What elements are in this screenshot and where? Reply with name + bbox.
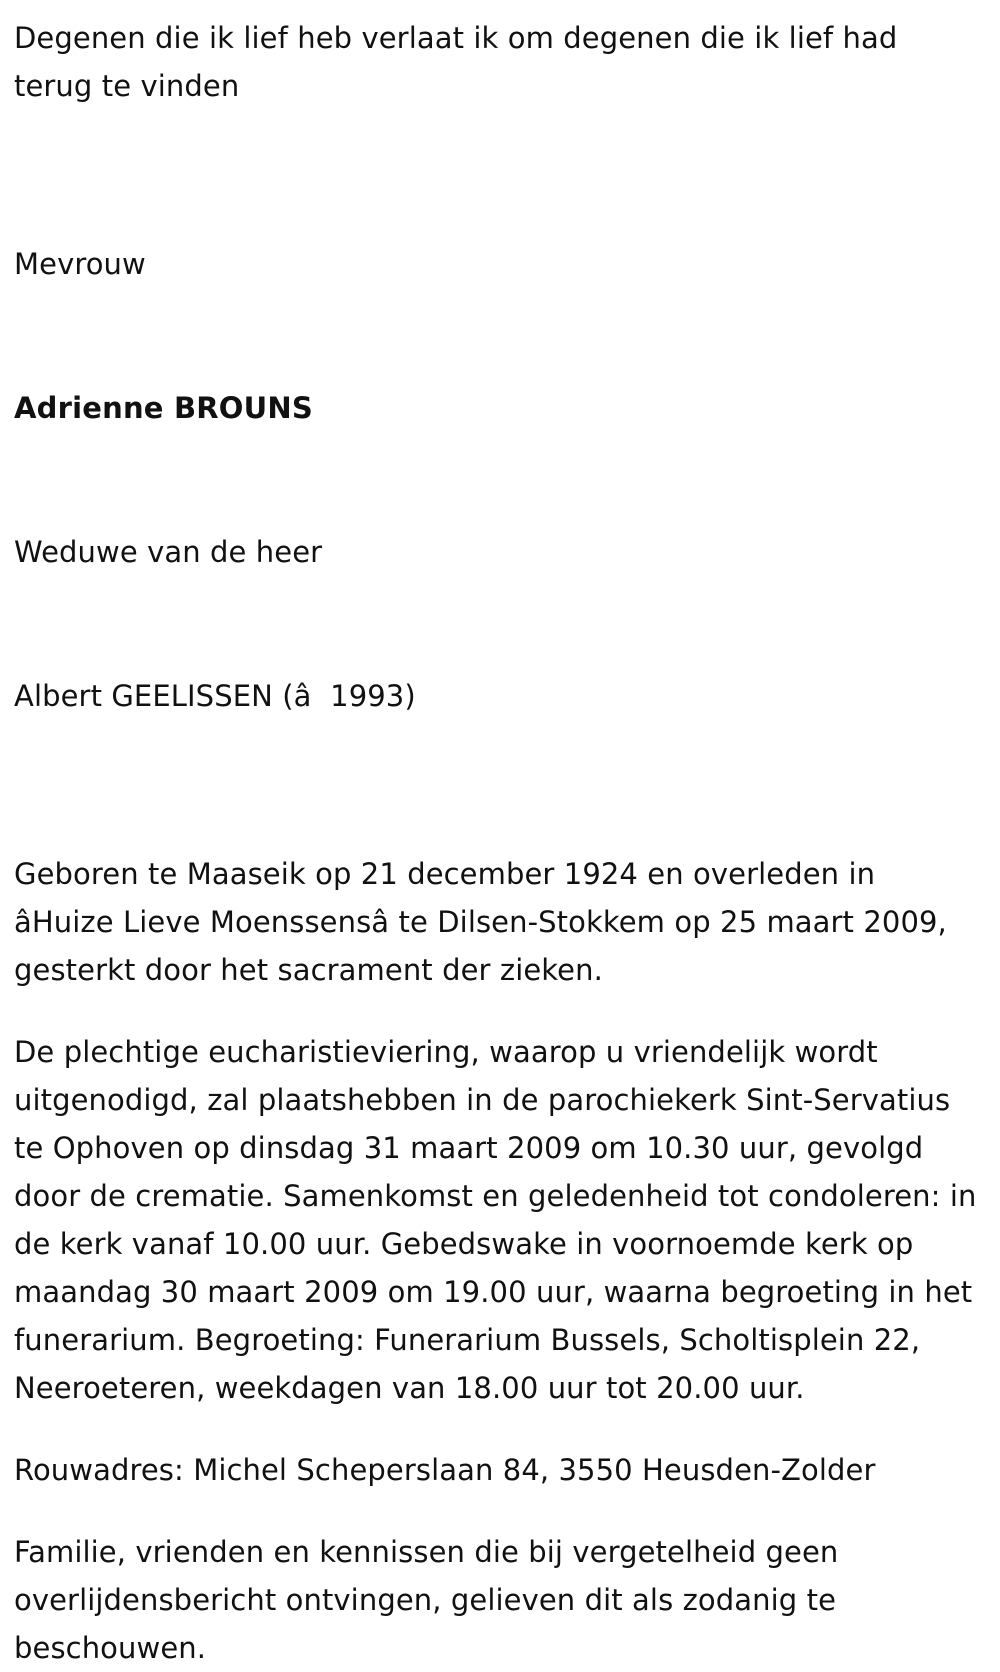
ceremony-paragraph: De plechtige eucharistieviering, waarop u vriendelijk wordt uitgenodigd, zal plaatshebben in de parochiekerk Sint-Servatius te Ophoven op dinsdag 31 maart 2009 om 10.30 uur, gevolgd door de crematie. Samenkomst en geledenheid tot condoleren: in de kerk vanaf 10.00 uur. Gebedswake in voornoemde kerk op maandag 30 maart 2009 om 19.00 uur, waarna begroeting in het funerarium. Begroeting: Funerarium Bussels, Scholtisplein 22, Neeroeteren, weekdagen van 18.00 uur tot 20.00 uur. bbox=[14, 1035, 986, 1405]
deceased-name-line: Adrienne BROUNS bbox=[14, 391, 313, 425]
epitaph-paragraph: Degenen die ik lief heb verlaat ik om degenen die ik lief had terug te vinden bbox=[14, 21, 907, 103]
block-spacer bbox=[14, 816, 980, 850]
identity-block bbox=[14, 144, 980, 816]
spouse-relation-line: Weduwe van de heer bbox=[14, 535, 323, 569]
spouse-name-line: Albert GEELISSEN (â 1993) bbox=[14, 679, 416, 713]
salutation-line: Mevrouw bbox=[14, 247, 146, 281]
closing-note-paragraph: Familie, vrienden en kennissen die bij vergetelheid geen overlijdensbericht ontvingen, gelieven dit als zodanig te beschouwen. bbox=[14, 1535, 848, 1665]
birth-and-death-paragraph: Geboren te Maaseik op 21 december 1924 en overleden in âHuize Lieve Moenssensâ te Dilsen-Stokkem op 25 maart 2009, gesterkt door het sacrament der zieken. bbox=[14, 857, 957, 987]
mourning-address-paragraph: Rouwadres: Michel Scheperslaan 84, 3550 Heusden-Zolder bbox=[14, 1453, 876, 1487]
